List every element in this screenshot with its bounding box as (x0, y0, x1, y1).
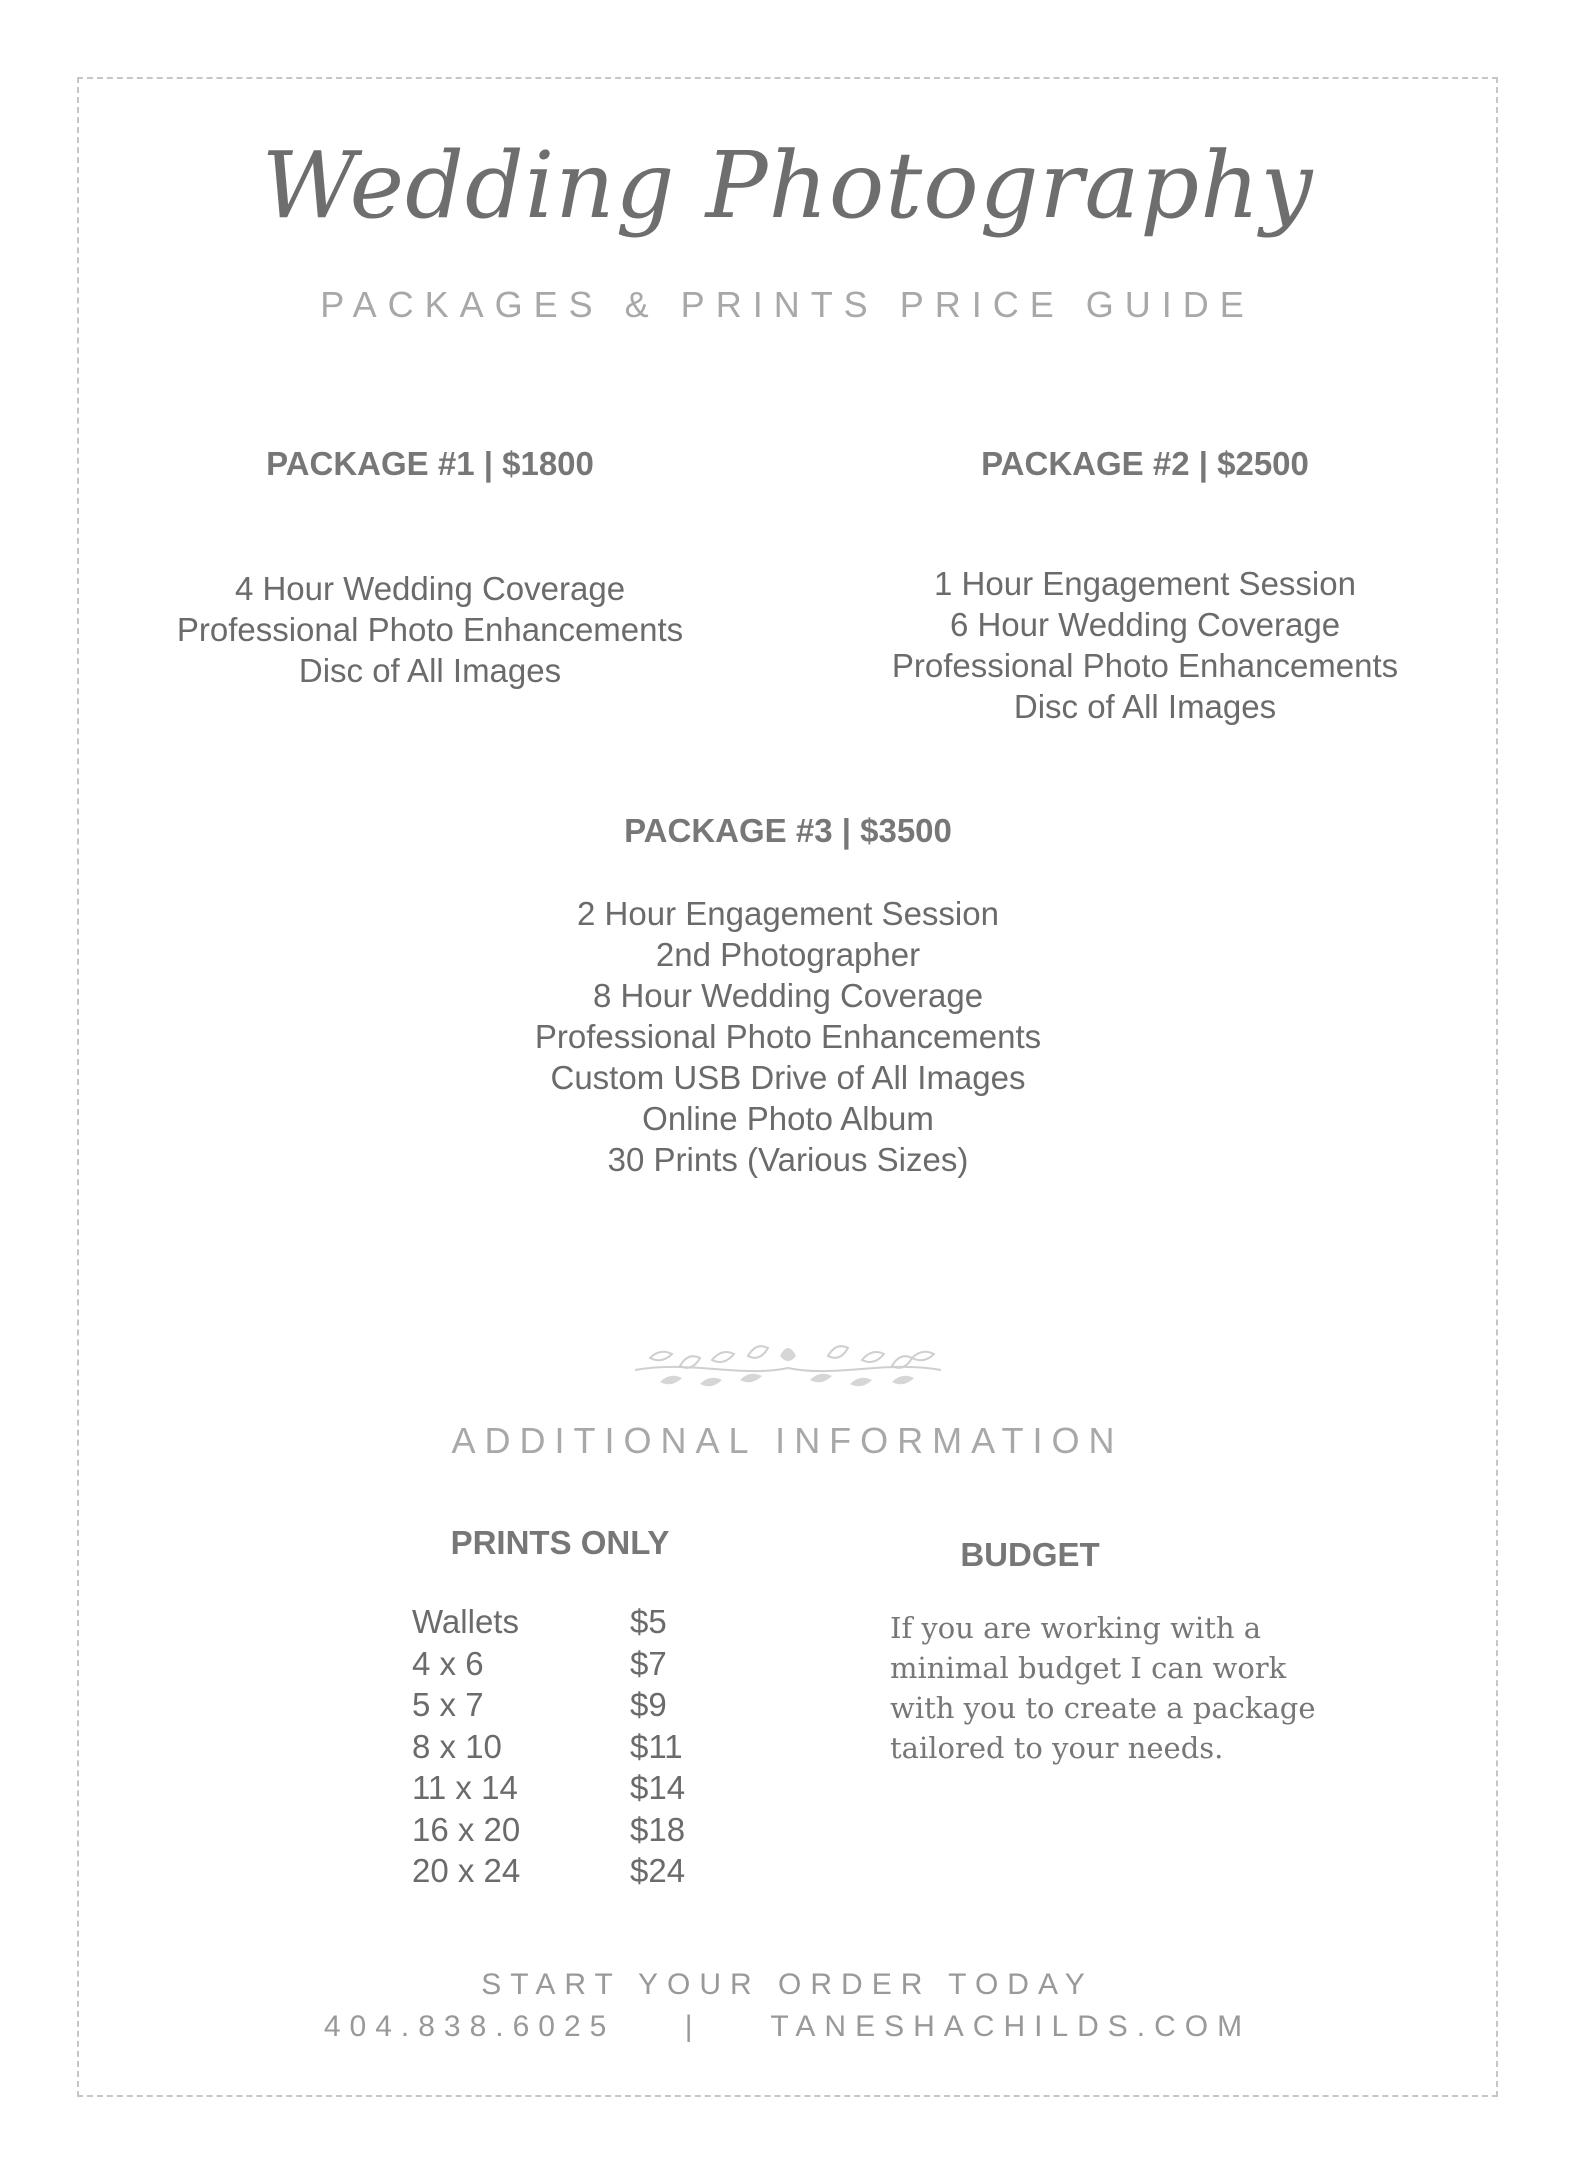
print-price: $14 (630, 1769, 686, 1806)
table-row (412, 1767, 685, 1809)
footer-website: TANESHACHILDS.COM (770, 2010, 1252, 2043)
list-item: Disc of All Images (298, 652, 562, 689)
list-item: Professional Photo Enhancements (176, 611, 684, 648)
table-row (412, 1684, 685, 1726)
list-item: Professional Photo Enhancements (891, 647, 1399, 684)
list-item: Disc of All Images (1013, 688, 1277, 725)
package-3-list (438, 893, 1138, 1180)
list-item: Professional Photo Enhancements (534, 1018, 1042, 1055)
print-size: 11 x 14 (412, 1769, 518, 1806)
print-size: 16 x 20 (412, 1810, 521, 1848)
print-size: 20 x 24 (412, 1852, 521, 1889)
list-item: 1 Hour Engagement Session (934, 565, 1356, 602)
package-3-heading: PACKAGE #3 | $3500 (624, 812, 952, 849)
print-price: $5 (630, 1603, 667, 1640)
budget-line: with you to create a package (890, 1691, 1316, 1725)
prints-only-heading: PRINTS ONLY (450, 1524, 670, 1561)
budget-line: tailored to your needs. (890, 1731, 1224, 1765)
print-price: $9 (630, 1686, 667, 1723)
print-size: Wallets (412, 1603, 519, 1640)
package-1-list (130, 568, 730, 691)
page-title: Wedding Photography (261, 132, 1314, 239)
footer-cta: START YOUR ORDER TODAY (481, 1968, 1094, 2001)
list-item: Custom USB Drive of All Images (550, 1059, 1026, 1096)
table-row (412, 1850, 685, 1892)
list-item: 4 Hour Wedding Coverage (234, 570, 626, 607)
table-row (412, 1726, 685, 1768)
list-item: 30 Prints (Various Sizes) (607, 1141, 969, 1178)
print-size: 5 x 7 (412, 1686, 484, 1723)
package-2-heading: PACKAGE #2 | $2500 (981, 445, 1309, 482)
budget-paragraph (890, 1608, 1410, 1768)
leaf-ornament-icon (630, 1338, 946, 1398)
footer-separator: | (684, 2010, 702, 2043)
table-row (412, 1601, 685, 1643)
package-2-list (845, 563, 1445, 727)
list-item: 2 Hour Engagement Session (577, 895, 999, 932)
table-row (412, 1809, 685, 1851)
list-item: 2nd Photographer (655, 936, 921, 973)
page-subtitle: PACKAGES & PRINTS PRICE GUIDE (320, 284, 1255, 325)
prints-price-table (412, 1601, 685, 1892)
additional-information-title: ADDITIONAL INFORMATION (451, 1420, 1124, 1461)
budget-line: If you are working with a (890, 1611, 1262, 1645)
list-item: 8 Hour Wedding Coverage (592, 977, 984, 1014)
print-price: $11 (630, 1727, 683, 1765)
footer-phone: 404.838.6025 (323, 2010, 616, 2043)
package-1-heading: PACKAGE #1 | $1800 (266, 445, 594, 482)
print-size: 4 x 6 (412, 1644, 484, 1682)
print-price: $7 (630, 1644, 667, 1682)
table-row (412, 1643, 685, 1685)
budget-heading: BUDGET (960, 1536, 1100, 1573)
print-price: $24 (630, 1852, 686, 1889)
list-item: Online Photo Album (642, 1100, 934, 1137)
footer-contact (0, 2010, 1575, 2044)
budget-line: minimal budget I can work (890, 1651, 1287, 1685)
print-size: 8 x 10 (412, 1727, 502, 1765)
list-item: 6 Hour Wedding Coverage (949, 606, 1341, 643)
print-price: $18 (630, 1810, 686, 1848)
